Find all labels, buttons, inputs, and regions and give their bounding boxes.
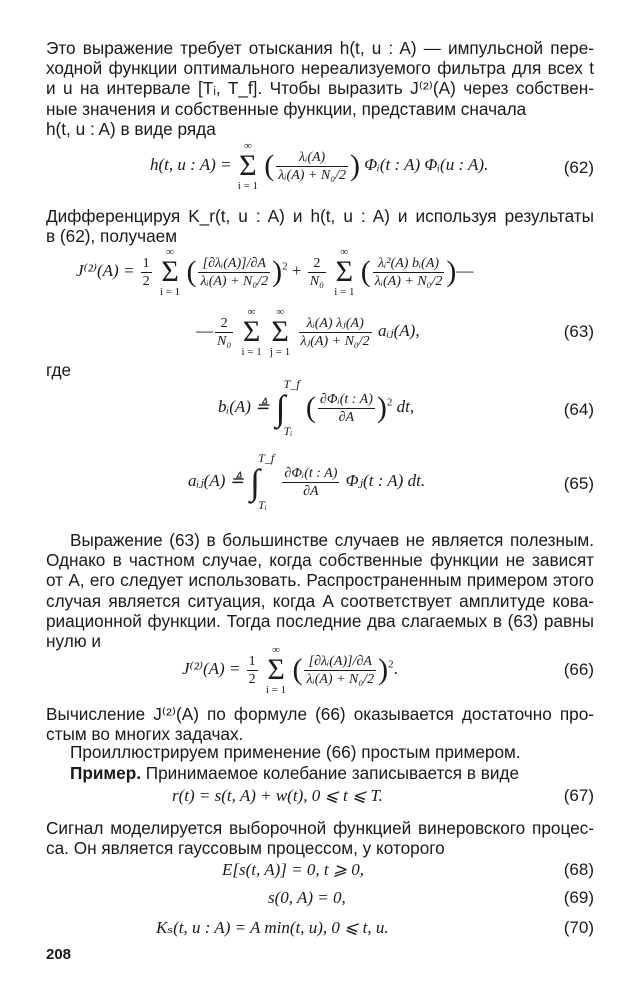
text-line: Вычисление J⁽²⁾(A) по формуле (66) оказывается достаточно про- <box>46 704 594 724</box>
text-line: стым во многих задачах. <box>46 724 244 745</box>
sum-symbol: ∞ Σ i = 1 <box>237 140 259 192</box>
text-line: Дифференцируя K_r(t, u : A) и h(t, u : A) и используя результаты <box>46 206 594 226</box>
equation-number: (65) <box>563 474 594 493</box>
sum-symbol: ∞ Σ j = 1 <box>269 306 291 358</box>
equation-number: (66) <box>563 660 594 679</box>
text-line: h(t, u : A) в виде ряда <box>46 118 216 139</box>
equation-number: (70) <box>563 918 594 937</box>
text-line: са. Он является гауссовым процессом, у которого <box>46 838 445 859</box>
eq-body: Kₛ(t, u : A) = A min(t, u), 0 ⩽ t, u. <box>156 918 389 937</box>
equation-number: (63) <box>563 322 594 341</box>
eq-tail: dt, <box>396 396 415 416</box>
eq-lhs: aᵢⱼ(A) ≜ <box>188 470 244 490</box>
sum-symbol: ∞ Σ i = 1 <box>159 246 181 298</box>
eq-lhs: J⁽²⁾(A) = <box>76 260 135 280</box>
text-line: нулю и <box>46 631 102 652</box>
eq-tail: Φⱼ(t : A) dt. <box>345 470 426 490</box>
equation-70 <box>46 918 594 942</box>
equation-65 <box>46 452 594 522</box>
equation-69 <box>46 888 594 912</box>
fraction: $\frac{1}{2}$ <box>248 653 256 687</box>
eq-lhs: J⁽²⁾(A) = <box>182 658 241 678</box>
page-number: 208 <box>46 946 72 963</box>
paragraph-differentiating <box>46 206 594 246</box>
fraction: $\frac{\text{λᵢ(A) λⱼ(A)}}{\text{λⱼ(A) + N₀/2}}$ <box>300 315 370 349</box>
paragraph-expression-63 <box>46 530 594 651</box>
fraction: $\frac{\text{[∂λᵢ(A)]/∂A}}{\text{λᵢ(A) + N₀/2}}$ <box>200 255 269 289</box>
equation-number: (64) <box>563 400 594 419</box>
equation-number: (68) <box>563 860 594 879</box>
fraction: $\frac{\text{∂Φᵢ(t : A)}}{\partial A}$ <box>319 391 373 425</box>
equation-63-line2: — $\frac{2}{\text{N₀}}$ ∞ Σ i = 1 ∞ Σ j = 1 $\frac{\text{λᵢ(A) λⱼ(A)}}{\text{λⱼ(A) + N₀/2}}$ aᵢⱼ(A), (63) <box>196 306 594 358</box>
text-line: Однако в частном случае, когда собственные функции не зависят <box>46 550 594 571</box>
paragraph-signal <box>46 818 594 858</box>
fraction: $\frac{\text{[∂λᵢ(A)]/∂A}}{\text{λᵢ(A) + N₀/2}}$ <box>306 653 375 687</box>
text-line: риационной функции. Тогда последние два слагаемых в (63) равны <box>46 610 594 631</box>
fraction: $\frac{2}{\text{N₀}}$ <box>217 315 232 349</box>
eq-body: r(t) = s(t, A) + w(t), 0 ⩽ t ⩽ T. <box>172 786 383 805</box>
text-line: Сигнал моделируется выборочной функцией винеровского процес- <box>46 818 594 838</box>
text-line: ходной функции оптимального нереализуемого фильтра для всех t <box>46 58 594 79</box>
equation-62: h(t, u : A) = ∞ Σ i = 1 ( $\frac{\text{λᵢ(A)}}{\text{λᵢ(A) + N₀/2}}$ ) Φᵢ(t : A) Φᵢ(u : A). (62) <box>150 140 594 192</box>
fraction: $\frac{\text{λᵢ²(A) bᵢ(A)}}{\text{λᵢ(A) + N₀/2}}$ <box>374 255 443 289</box>
text-line: от A, его следует использовать. Распространенным примером этого <box>46 570 594 591</box>
sum-symbol: ∞ Σ i = 1 <box>265 644 287 696</box>
fraction: $\frac{1}{2}$ <box>142 255 150 289</box>
fraction: $\frac{\text{∂Φᵢ(t : A)}}{\partial A}$ <box>284 465 338 499</box>
equation-64: bᵢ(A) ≜ T_f ∫ Tᵢ ( $\frac{\text{∂Φᵢ(t : A)}}{\partial A}$ )$^2$ dt, (64) <box>218 377 594 438</box>
text-line: и u на интервале [Tᵢ, T_f]. Чтобы выразить J⁽²⁾(A) через собствен- <box>46 78 594 99</box>
eq-lhs: bᵢ(A) ≜ <box>218 396 270 416</box>
text-line: в (62), получаем <box>46 226 178 247</box>
text-line: Это выражение требует отыскания h(t, u : A) — импульсной пере- <box>46 38 594 58</box>
eq-body: E[s(t, A)] = 0, t ⩾ 0, <box>222 860 365 879</box>
equation-number: (67) <box>563 786 594 805</box>
equation-67 <box>46 786 594 810</box>
equation-63-line1: J⁽²⁾(A) = $\frac{1}{2}$ ∞ Σ i = 1 ( $\frac{\text{[∂λᵢ(A)]/∂A}}{\text{λᵢ(A) + N₀/2}}$ )$^2$ + $\frac{2}{\text{N₀}}$ ∞ Σ i = 1 ( $\frac{\text{λᵢ²(A) bᵢ(A)}}{\text{λᵢ(A) + N₀/2}}$ )— <box>76 246 474 298</box>
text-line: Выражение (63) в большинстве случаев не является полезным. <box>70 530 594 550</box>
paragraph-intro <box>46 38 594 139</box>
equation-66: J⁽²⁾(A) = $\frac{1}{2}$ ∞ Σ i = 1 ( $\frac{\text{[∂λᵢ(A)]/∂A}}{\text{λᵢ(A) + N₀/2}}$ )$^2$. (66) <box>182 644 594 696</box>
eq-rhs: Φᵢ(t : A) Φᵢ(u : A). <box>364 154 489 174</box>
sum-symbol: ∞ Σ i = 1 <box>241 306 262 358</box>
example-label: Пример. <box>70 763 141 783</box>
text-line: ные значения и собственные функции, представим сначала <box>46 98 527 119</box>
text-line: где <box>46 360 72 380</box>
equation-number: (69) <box>563 888 594 907</box>
eq-body: s(0, A) = 0, <box>268 888 346 907</box>
equation-number: (62) <box>563 158 594 177</box>
fraction: $\frac{\text{λᵢ(A)}}{\text{λᵢ(A) + N₀/2}}$ <box>278 149 346 183</box>
integral-symbol: T_f ∫ Tᵢ <box>250 451 275 512</box>
eq-lhs: h(t, u : A) = <box>150 154 232 174</box>
text-line: случая является ситуация, когда A соответствует амплитуде кова- <box>46 590 594 611</box>
fraction: $\frac{2}{\text{N₀}}$ <box>309 255 324 289</box>
text-line: Проиллюстрируем применение (66) простым примером. <box>70 742 521 762</box>
paragraph-computation <box>46 704 594 744</box>
eq-tail: aᵢⱼ(A), <box>377 320 420 340</box>
text-line: Принимаемое колебание записывается в виде <box>140 763 520 783</box>
sum-symbol: ∞ Σ i = 1 <box>334 246 355 298</box>
paragraph-illustrate <box>46 742 594 762</box>
paragraph-example <box>46 763 594 783</box>
equation-68 <box>46 860 594 884</box>
integral-symbol: T_f ∫ Tᵢ <box>275 377 300 438</box>
